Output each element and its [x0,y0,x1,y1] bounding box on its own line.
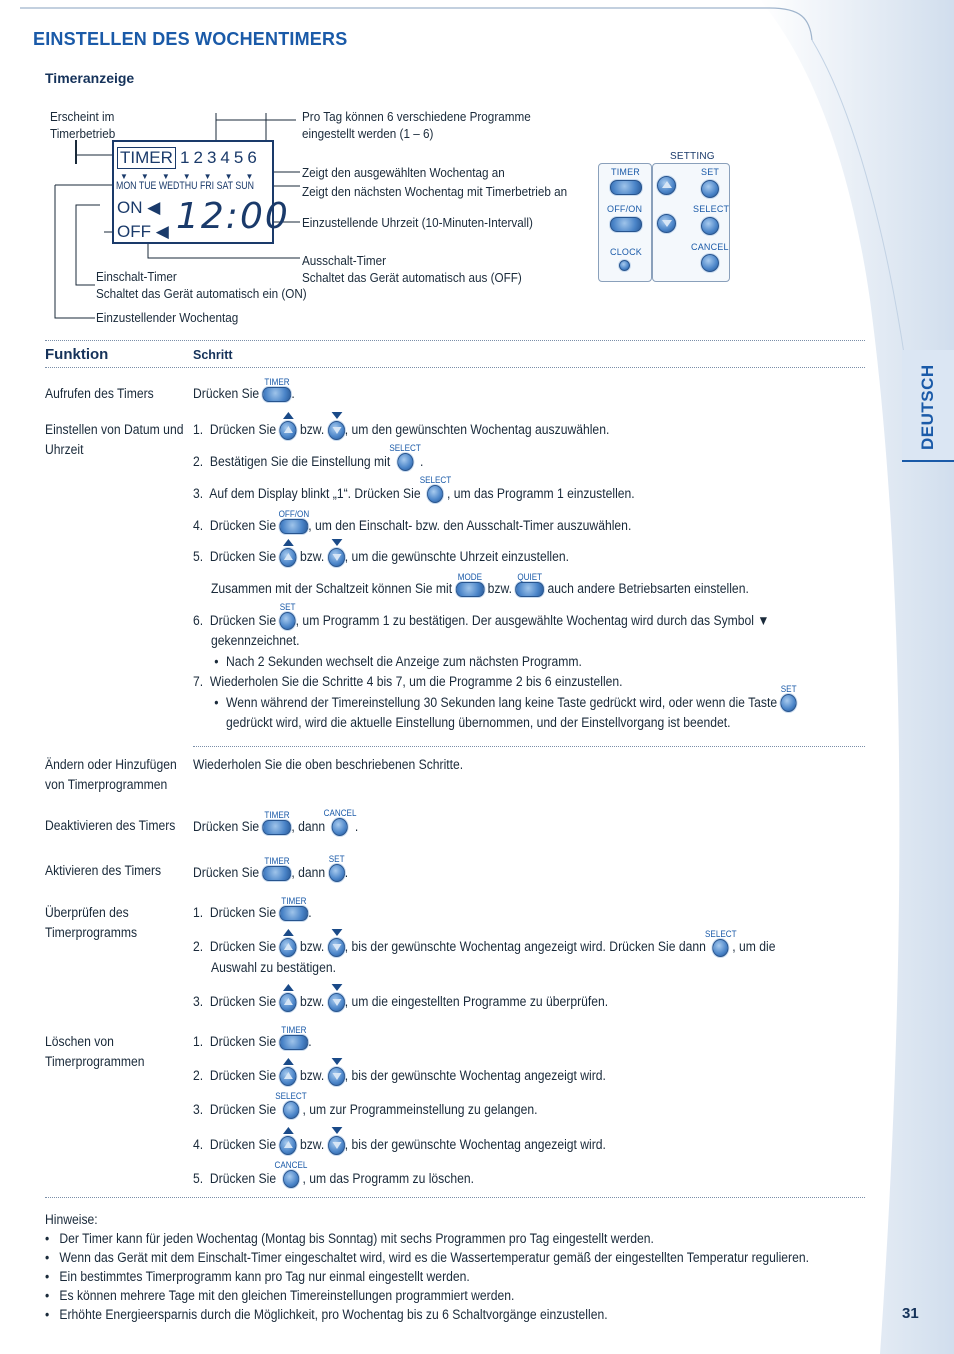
up-arrow-icon [279,421,296,440]
row-label-aendern: Ändern oder Hinzufügen von Timerprogrammen [45,757,177,792]
remote-clock-button[interactable] [619,260,630,271]
remote-setting-label: SETTING [670,151,715,162]
step-einstellen-5: 5. Drücken Sie bzw. , um die gewünschte Uhrzeit einzustellen. [193,548,569,567]
remote-panel-left [598,163,652,282]
callout-naechster: Zeigt den nächsten Wochentag mit Timerbetrieb an [302,184,568,199]
remote-offon-button[interactable] [610,217,642,232]
step-loeschen-2: 2. Drücken Sie bzw. , bis der gewünschte Wochentag angezeigt wird. [193,1067,606,1086]
divider [45,1197,865,1198]
quiet-button-icon: QUIET [515,582,544,597]
divider [45,367,865,368]
timer-button-icon: TIMER [263,387,292,402]
remote-select-label: SELECT [693,204,730,214]
step-aufrufen: Drücken Sie TIMER . [193,376,295,401]
notes-title: Hinweise: [45,1212,98,1227]
select-button-icon: SELECT [713,939,729,957]
step-ueberpruefen-2: 2. Drücken Sie bzw. , bis der gewünschte Wochentag angezeigt wird. Drücken Sie dann SELECT , um die [193,938,775,957]
step-loeschen-5: 5. Drücken Sie CANCEL , um das Programm zu löschen. [193,1170,474,1188]
day-row: MON TUE WEDTHU FRI SAT SUN [116,180,254,192]
step-einstellen-7: 7. Wiederholen Sie die Schritte 4 bis 7, um die Programme 2 bis 6 einzustellen. [193,674,623,689]
remote-down-button[interactable] [657,214,676,233]
step-einstellen-6c: • Nach 2 Sekunden wechselt die Anzeige zum nächsten Programm. [226,653,582,670]
notes-list [45,1230,894,1325]
row-label-einstellen: Einstellen von Datum und Uhrzeit [45,422,184,457]
remote-cancel-button[interactable] [701,254,719,272]
step-einstellen-5b: Zusammen mit der Schaltzeit können Sie mit MODE bzw. QUIET auch andere Betriebsarten einstellen. [211,571,749,596]
off-indicator: OFF ◀ [117,222,169,241]
set-button-icon: SET [781,694,797,712]
down-arrow-icon [328,938,345,957]
step-einstellen-3: 3. Auf dem Display blinkt „1“. Drücken Sie SELECT , um das Programm 1 einzustellen. [193,485,635,503]
step-loeschen-1: 1. Drücken Sie TIMER . [193,1024,312,1049]
row-label-loeschen: Löschen von Timerprogrammen [45,1034,145,1069]
note-item: • Wenn das Gerät mit dem Einschalt-Timer eingeschaltet wird, wird es die Wassertemperatur gemäß der eingestellten Temperatur regulieren. [45,1250,809,1265]
step-ueberpruefen-2b: Auswahl zu bestätigen. [211,960,336,975]
callout-ausgewaehlt: Zeigt den ausgewählten Wochentag an [302,165,505,180]
callout-pro-tag: Pro Tag können 6 verschiedene Programme eingestellt werden (1 – 6) [302,109,531,141]
section-subtitle: Timeranzeige [45,70,135,86]
note-item: • Der Timer kann für jeden Wochentag (Montag bis Sonntag) mit sechs Programmen pro Tag eingestellt werden. [45,1231,654,1246]
col-function: Funktion [45,346,109,363]
language-tab: DEUTSCH [902,350,954,462]
timer-button-icon: TIMER [263,820,292,835]
row-label-ueberpruefen: Überprüfen des Timerprogramms [45,905,138,940]
row-label-aufrufen: Aufrufen des Timers [45,386,154,401]
note-item: • Ein bestimmtes Timerprogramm kann pro Tag nur einmal eingestellt werden. [45,1269,470,1284]
step-einstellen-2: 2. Bestätigen Sie die Einstellung mit SELECT . [193,453,423,471]
select-button-icon: SELECT [397,453,413,471]
step-einstellen-6: 6. Drücken Sie SET , um Programm 1 zu bestätigen. Der ausgewählte Wochentag wird durch das Symbol ▼ [193,612,769,630]
remote-set-button[interactable] [701,180,719,198]
step-loeschen-4: 4. Drücken Sie bzw. , bis der gewünschte Wochentag angezeigt wird. [193,1136,606,1155]
callout-uhrzeit: Einzustellende Uhrzeit (10-Minuten-Intervall) [302,215,533,230]
cancel-button-icon: CANCEL [332,818,348,836]
page-title: EINSTELLEN DES WOCHENTIMERS [33,29,348,49]
remote-panel-right [652,163,730,282]
down-arrow-icon [328,421,345,440]
cancel-button-icon: CANCEL [283,1170,299,1188]
mode-button-icon: MODE [455,582,484,597]
step-aendern: Wiederholen Sie die oben beschriebenen Schritte. [193,757,464,772]
divider [193,746,865,747]
note-item: • Erhöhte Energieersparnis durch die Möglichkeit, pro Wochentag bis zu 6 Schaltvorgänge einzustellen. [45,1307,608,1322]
day-markers: ▼▼▼▼▼▼▼ [120,172,267,181]
row-label-deaktivieren: Deaktivieren des Timers [45,818,176,833]
select-button-icon: SELECT [283,1101,299,1119]
step-einstellen-6b: gekennzeichnet. [211,633,300,648]
remote-clock-label: CLOCK [610,247,643,257]
remote-select-button[interactable] [701,217,719,235]
up-arrow-icon [279,993,296,1012]
callout-erscheint: Erscheint im Timerbetrieb [50,109,116,141]
step-aktivieren: Drücken Sie TIMER , dann SET . [193,864,348,882]
up-arrow-icon [279,1136,296,1155]
set-button-icon: SET [279,612,295,630]
select-button-icon: SELECT [427,485,443,503]
timer-button-icon: TIMER [279,906,308,921]
down-arrow-icon [328,1067,345,1086]
note-item: • Es können mehrere Tage mit den gleichen Timereinstellungen programmiert werden. [45,1288,515,1303]
page-number: 31 [902,1305,919,1322]
divider [45,340,865,341]
step-loeschen-3: 3. Drücken Sie SELECT , um zur Programmeinstellung zu gelangen. [193,1101,537,1119]
step-deaktivieren: Drücken Sie TIMER , dann CANCEL . [193,818,358,836]
remote-timer-button[interactable] [610,180,642,195]
callout-einschalt: Einschalt-Timer Schaltet das Gerät automatisch ein (ON) [96,269,307,301]
program-numbers: 123456 [180,148,261,167]
remote-timer-label: TIMER [611,167,640,177]
remote-offon-label: OFF/ON [607,204,643,214]
set-button-icon: SET [329,864,345,882]
step-ueberpruefen-3: 3. Drücken Sie bzw. , um die eingestellten Programme zu überprüfen. [193,993,608,1012]
timer-button-icon: TIMER [279,1035,308,1050]
offon-button-icon: OFF/ON [279,519,308,534]
step-ueberpruefen-1: 1. Drücken Sie TIMER . [193,895,312,920]
row-label-aktivieren: Aktivieren des Timers [45,863,162,878]
timer-button-icon: TIMER [263,866,292,881]
step-einstellen-7b: • Wenn während der Timereinstellung 30 Sekunden lang keine Taste gedrückt wird, oder wenn die Taste SET [226,694,797,712]
remote-set-label: SET [701,167,720,177]
time-readout: 12:00 [176,196,290,237]
up-arrow-icon [279,938,296,957]
on-indicator: ON ◀ [117,198,161,217]
down-arrow-icon [328,1136,345,1155]
timer-display [112,140,290,244]
callout-ausschalt: Ausschalt-Timer Schaltet das Gerät automatisch aus (OFF) [302,253,522,285]
remote-up-button[interactable] [657,176,676,195]
step-einstellen-7c: gedrückt wird, wird die aktuelle Einstellung übernommen, und der Einstellvorgang ist beendet. [226,715,731,730]
timer-indicator: TIMER [117,147,176,169]
remote-cancel-label: CANCEL [691,242,729,252]
down-arrow-icon [328,548,345,567]
down-arrow-icon [328,993,345,1012]
step-einstellen-4: 4. Drücken Sie OFF/ON , um den Einschalt- bzw. den Ausschalt-Timer auszuwählen. [193,508,632,533]
col-step: Schritt [193,348,233,362]
up-arrow-icon [279,1067,296,1086]
step-einstellen-1: 1. Drücken Sie bzw. , um den gewünschten Wochentag auszuwählen. [193,421,609,440]
up-arrow-icon [279,548,296,567]
callout-wochentag: Einzustellender Wochentag [96,310,239,325]
